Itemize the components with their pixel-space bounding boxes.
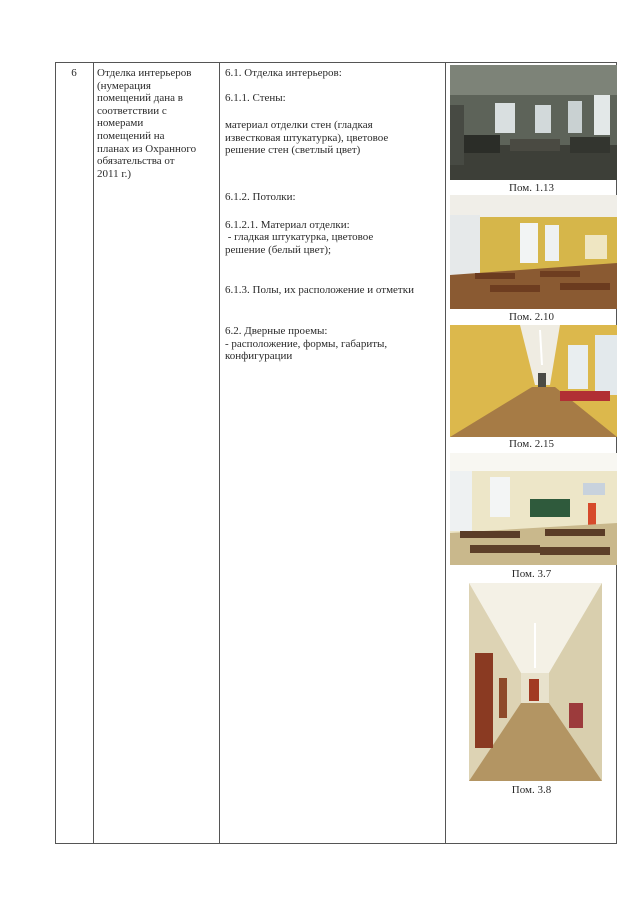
section-6-1-1: 6.1.1. Стены:	[225, 91, 286, 104]
room-photo	[469, 583, 602, 781]
photo-caption: Пом. 1.13	[509, 182, 554, 194]
room-photo	[450, 195, 617, 309]
column-divider	[93, 63, 94, 843]
section-6-1-2-1: 6.1.2.1. Материал отделки:	[225, 218, 350, 231]
room-photo	[450, 453, 617, 565]
section-6-1-3: 6.1.3. Полы, их расположение и отметки	[225, 284, 414, 297]
photo-caption: Пом. 3.7	[511, 568, 552, 580]
row-description	[225, 67, 445, 363]
photo-caption: Пом. 2.10	[509, 311, 554, 323]
ceiling-text: - гладкая штукатурка, цветовое решение (белый цвет);	[225, 231, 374, 256]
walls-text: материал отделки стен (гладкая известковая штукатурка), цветовое решение стен (светлый цвет)	[225, 119, 389, 157]
photo-column	[445, 63, 618, 843]
room-photo	[450, 325, 617, 437]
room-photo	[450, 65, 617, 180]
row-number: 6	[71, 67, 77, 79]
photo-caption: Пом. 3.8	[511, 784, 552, 796]
section-6-2: 6.2. Дверные проемы:	[225, 324, 328, 337]
doors-text: - расположение, формы, габариты, конфигурации	[225, 337, 388, 363]
photo-caption: Пом. 2.15	[509, 438, 554, 450]
row-title: Отделка интерьеров (нумерация помещений дана в соответствии с номерами помещений на планах из Охранного обязательства от 2011 г.)	[97, 67, 197, 180]
interior-finish-table	[55, 62, 617, 844]
section-6-1-2: 6.1.2. Потолки:	[225, 190, 296, 203]
section-6-1: 6.1. Отделка интерьеров:	[225, 67, 342, 79]
column-divider	[219, 63, 220, 843]
